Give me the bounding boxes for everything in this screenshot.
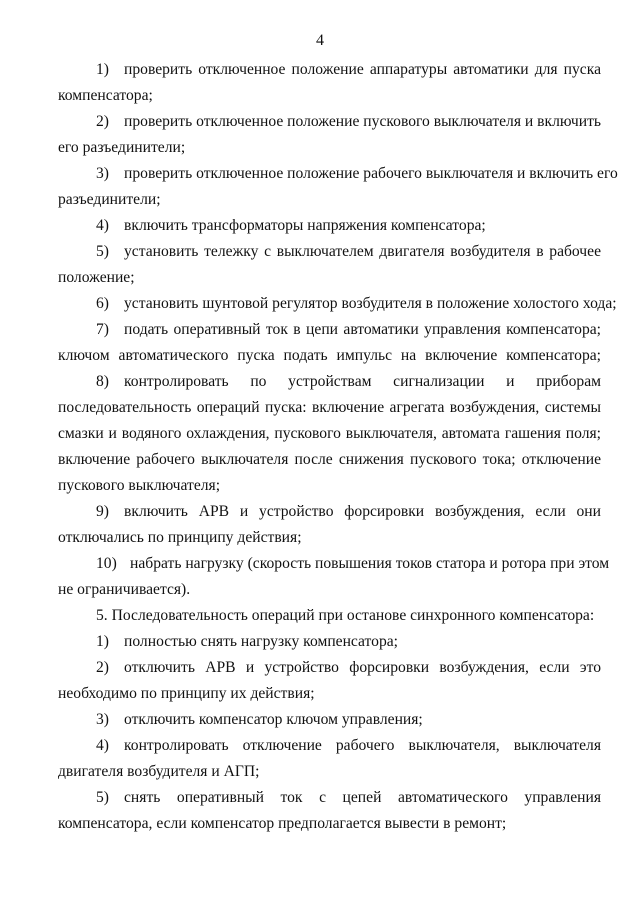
line-text: отключить АРВ и устройство форсировки возбуждения, если это <box>124 659 601 676</box>
line-text: его разъединители; <box>58 139 186 156</box>
text-line <box>58 138 601 158</box>
item-number: 1) <box>96 633 109 650</box>
line-text: последовательность операций пуска: включение агрегата возбуждения, системы <box>58 399 601 416</box>
text-line <box>58 398 601 418</box>
item-number: 2) <box>96 659 109 676</box>
line-text: отключались по принципу действия; <box>58 529 302 546</box>
text-line <box>58 580 601 600</box>
item-number: 9) <box>96 503 109 520</box>
line-text: включить АРВ и устройство форсировки возбуждения, если они <box>124 503 601 520</box>
text-line <box>96 736 601 756</box>
text-line <box>96 164 618 184</box>
line-text: установить тележку с выключателем двигателя возбудителя в рабочее <box>124 243 601 260</box>
line-text: отключить компенсатор ключом управления; <box>124 711 423 728</box>
text-line <box>58 684 601 704</box>
line-text: не ограничивается). <box>58 581 191 598</box>
page-number: 4 <box>316 32 324 49</box>
line-text: подать оперативный ток в цепи автоматики управления компенсатора; <box>124 321 601 338</box>
text-line <box>96 216 601 236</box>
text-line <box>58 346 601 366</box>
line-text: смазки и водяного охлаждения, пускового выключателя, автомата гашения поля; <box>58 425 601 442</box>
item-number: 1) <box>96 61 109 78</box>
line-text: контролировать отключение рабочего выключателя, выключателя <box>124 737 601 754</box>
text-line <box>96 60 601 80</box>
text-line <box>96 242 601 262</box>
text-line <box>58 476 601 496</box>
text-line <box>58 190 601 210</box>
line-text: полностью снять нагрузку компенсатора; <box>124 633 399 650</box>
item-number: 8) <box>96 373 109 390</box>
line-text: пускового выключателя; <box>58 477 221 494</box>
text-line <box>96 372 601 392</box>
item-number: 5) <box>96 789 109 806</box>
text-line <box>96 502 601 522</box>
text-line <box>58 268 601 288</box>
item-number: 4) <box>96 737 109 754</box>
line-text: положение; <box>58 269 135 286</box>
text-line <box>96 632 601 652</box>
line-text: проверить отключенное положение пускового выключателя и включить <box>124 113 602 130</box>
line-text: установить шунтовой регулятор возбудителя в положение холостого хода; <box>124 295 617 312</box>
line-text: 5. Последовательность операций при останове синхронного компенсатора: <box>96 607 595 624</box>
text-line <box>96 320 601 340</box>
text-line <box>96 788 601 808</box>
item-number: 2) <box>96 113 109 130</box>
line-text: ключом автоматического пуска подать импульс на включение компенсатора; <box>58 347 601 364</box>
item-number: 4) <box>96 217 109 234</box>
section-heading <box>96 606 601 626</box>
text-line <box>58 86 601 106</box>
item-number: 3) <box>96 165 109 182</box>
text-line <box>58 424 601 444</box>
line-text: снять оперативный ток с цепей автоматического управления <box>124 789 601 806</box>
item-number: 6) <box>96 295 109 312</box>
line-text: включить трансформаторы напряжения компенсатора; <box>124 217 486 234</box>
text-line <box>58 528 601 548</box>
line-text: контролировать по устройствам сигнализации и приборам <box>124 373 601 390</box>
line-text: включение рабочего выключателя после снижения пускового тока; отключение <box>58 451 601 468</box>
text-line <box>96 658 601 678</box>
line-text: компенсатора; <box>58 87 153 104</box>
line-text: проверить отключенное положение аппаратуры автоматики для пуска <box>124 61 601 78</box>
line-text: проверить отключенное положение рабочего выключателя и включить его <box>124 165 618 182</box>
item-number: 5) <box>96 243 109 260</box>
item-number: 3) <box>96 711 109 728</box>
line-text: двигателя возбудителя и АГП; <box>58 763 260 780</box>
item-number: 7) <box>96 321 109 338</box>
item-number: 10) <box>96 555 117 572</box>
text-line <box>96 554 610 574</box>
line-text: компенсатора, если компенсатор предполагается вывести в ремонт; <box>58 815 507 832</box>
text-line <box>96 112 601 132</box>
line-text: разъединители; <box>58 191 161 208</box>
text-line <box>96 710 601 730</box>
text-line <box>58 450 601 470</box>
line-text: необходимо по принципу их действия; <box>58 685 315 702</box>
line-text: набрать нагрузку (скорость повышения токов статора и ротора при этом <box>130 555 610 572</box>
text-line <box>58 814 601 834</box>
text-line <box>58 762 601 782</box>
text-line <box>96 294 617 314</box>
